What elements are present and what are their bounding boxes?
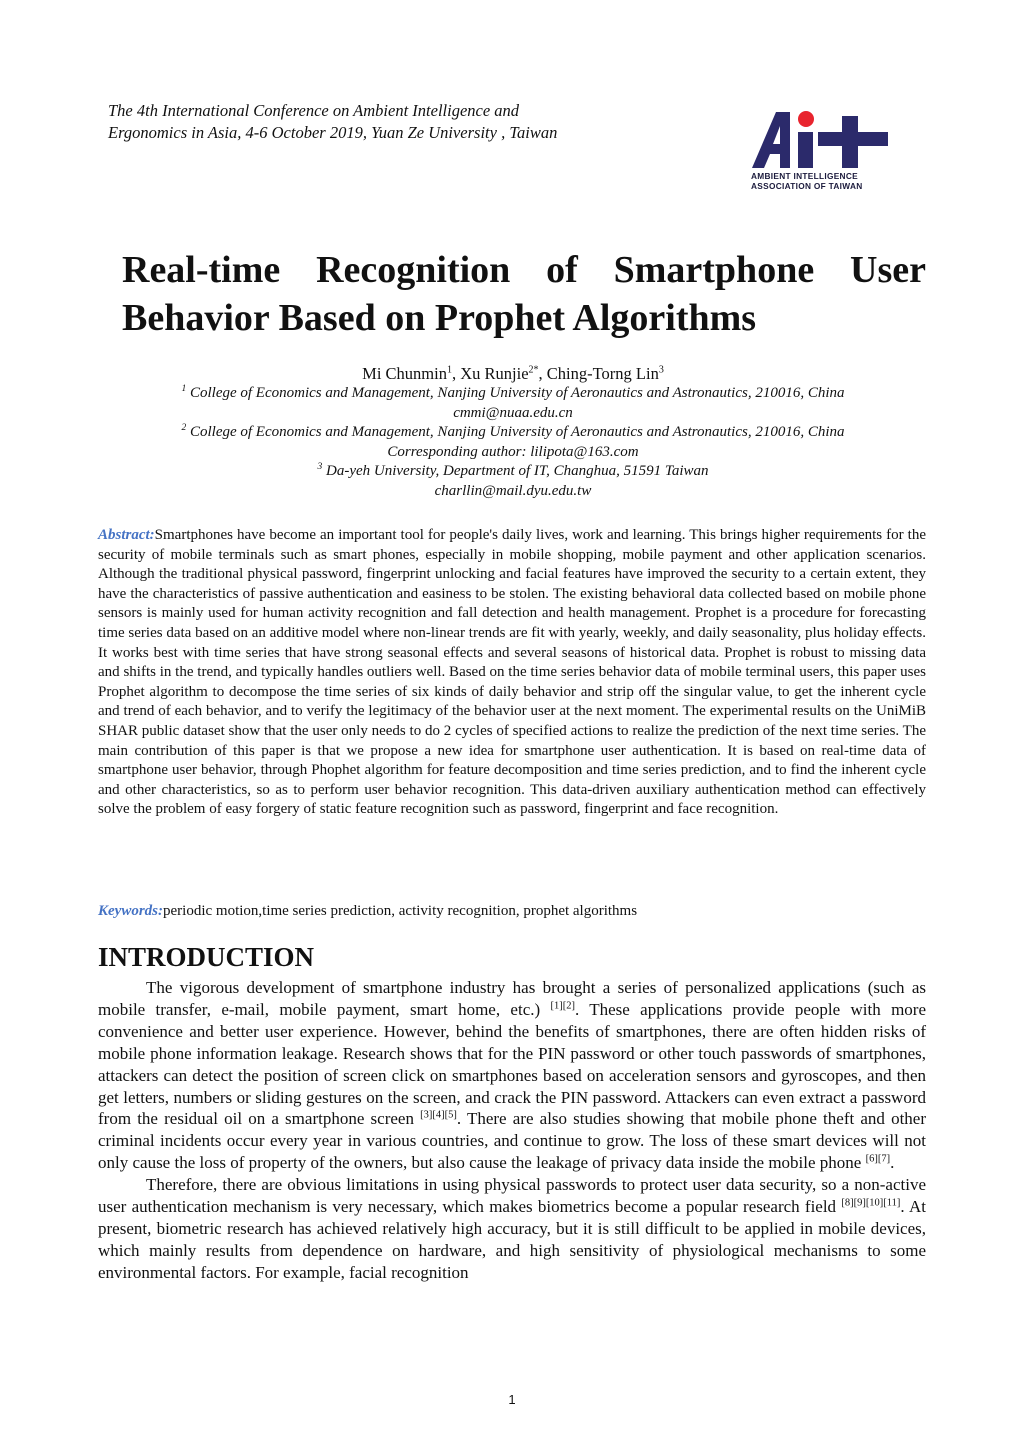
intro-p2-text-a: Therefore, there are obvious limitations in using physical passwords to protect user data security, so a non-active user authentication mechanism is very necessary, which makes biometrics become a popular research field	[98, 1175, 926, 1217]
author-1: Mi Chunmin	[362, 364, 447, 383]
author-3-sup: 3	[658, 364, 664, 376]
introduction-body	[98, 977, 926, 1284]
intro-p1-text-b: . These applications provide people with more convenience and better user experience. However, behind the benefits of smartphones, there are often hidden risks of mobile phone information leakage. Research shows that for the PIN password or other touch passwords of smartphones, attackers can detect the position of screen click on smartphones based on acceleration sensors and gyroscopes, and then get letters, numbers or sliding gestures on the screen, and crack the PIN password. Attackers can even extract a password from the residual oil on a smartphone screen	[98, 999, 927, 1129]
intro-p1-text-c: . There are also studies showing that mobile phone theft and other criminal incidents occur every year in various countries, and continue to grow. The loss of these smart devices will not only cause the loss of property of the owners, but also cause the leakage of privacy data inside the mobile phone	[98, 1109, 926, 1173]
affiliation-1	[100, 384, 926, 404]
author-block	[100, 364, 926, 501]
logo-letter-a	[752, 112, 790, 168]
author-3: Ching-Torng Lin	[546, 364, 659, 383]
affiliation-2-email: Corresponding author: lilipota@163.com	[387, 443, 639, 460]
page-number: 1	[508, 1392, 516, 1407]
introduction-heading: INTRODUCTION	[98, 942, 315, 972]
affiliation-3-sup: 3	[317, 462, 323, 472]
author-1-sup: 1	[446, 364, 452, 376]
title-line-1: Real-time Recognition of Smartphone User	[122, 249, 926, 291]
conference-line-2: Ergonomics in Asia, 4-6 October 2019, Yuan Ze University , Taiwan	[108, 123, 558, 142]
affiliation-3	[100, 462, 926, 482]
affiliation-1-email: cmmi@nuaa.edu.cn	[453, 404, 573, 421]
affiliation-2	[100, 423, 926, 443]
keywords-label: Keywords:	[98, 903, 163, 919]
abstract-label: Abstract:	[98, 527, 155, 543]
author-2-sup: 2*	[528, 364, 539, 376]
logo-caption-line-2: ASSOCIATION OF TAIWAN	[751, 180, 863, 191]
affiliation-2-text: College of Economics and Management, Nanjing University of Aeronautics and Astronautics, 210016, China	[186, 424, 845, 440]
intro-paragraph-2	[98, 1174, 926, 1284]
paper-title	[122, 246, 926, 342]
intro-p2-text-b: . At present, biometric research has achieved relatively high accuracy, but it is still difficult to be applied in mobile devices, which mainly results from dependence on hardware, and high sensitivity of physiological mechanisms to some environmental factors. For example, facial recognition	[98, 1197, 926, 1282]
keywords	[98, 901, 926, 921]
affiliation-1-sup: 1	[181, 384, 187, 394]
citation: [3][4][5]	[420, 1109, 457, 1121]
title-line-2: Behavior Based on Prophet Algorithms	[122, 297, 757, 339]
intro-p1-text-a: The vigorous development of smartphone industry has brought a series of personalized applications (such as mobile transfer, e-mail, mobile payment, smart home, etc.)	[98, 978, 926, 1019]
conference-line-1: The 4th International Conference on Ambient Intelligence and	[108, 101, 520, 120]
logo-caption-line-1: AMBIENT INTELLIGENCE	[751, 171, 858, 181]
citation: [6][7]	[865, 1153, 891, 1165]
affiliation-2-sup: 2	[181, 423, 187, 433]
intro-paragraph-1	[98, 977, 926, 1174]
author-2: Xu Runjie	[460, 364, 529, 383]
citation: [1][2]	[550, 1000, 575, 1012]
affiliation-3-text: Da-yeh University, Department of IT, Changhua, 51591 Taiwan	[322, 463, 709, 479]
intro-p1-text-d: .	[890, 1153, 895, 1173]
author-separator: ,	[451, 364, 461, 383]
citation: [8][9][10][11]	[841, 1197, 901, 1209]
conference-header	[108, 100, 708, 144]
abstract	[98, 526, 926, 820]
author-separator: ,	[538, 364, 547, 383]
keywords-text: periodic motion,time series prediction, activity recognition, prophet algorithms	[163, 903, 638, 919]
author-list	[100, 364, 926, 384]
abstract-text: Smartphones have become an important tool for people's daily lives, work and learning. This brings higher requirements for the security of mobile terminals such as smart phones, especially in mobile shopping, mobile payment and other application scenarios. Although the traditional physical password, fingerprint unlocking and facial features have improved the security to a certain extent, they have the characteristics of passive authentication and easiness to be stolen. The existing behavioral data collected based on mobile phone sensors is mainly used for human activity recognition and fall detection and health management. Prophet is a procedure for forecasting time series data based on an additive model where non-linear trends are fit with yearly, weekly, and daily seasonality, plus holiday effects. It works best with time series that have strong seasonal effects and several seasons of historical data. Prophet is robust to missing data and shifts in the trend, and typically handles outliers well. Based on the time series behavior data of mobile terminal users, this paper uses Prophet algorithm to decompose the time series of six kinds of daily behavior and strip off the singular value, to get the inherent cycle and trend of each behavior, and to verify the legitimacy of the behavior user at the next moment. The experimental results on the UniMiB SHAR public dataset show that the user only needs to do 2 cycles of specified actions to realize the prediction of the next time series. The main contribution of this paper is that we propose a new idea for smartphone user authentication. It is based on real-time data of smartphone user behavior, through Phophet algorithm for feature decomposition and time series prediction, and to find the inherent cycle and other characteristics, so as to perform user behavior recognition. This data-driven auxiliary authentication method can effectively solve the problem of easy forgery of static feature recognition such as password, fingerprint and face recognition.	[98, 527, 926, 818]
affiliation-1-text: College of Economics and Management, Nanjing University of Aeronautics and Astronautics, 210016, China	[189, 385, 845, 401]
logo-caption	[751, 172, 863, 191]
affiliation-3-email: charllin@mail.dyu.edu.tw	[434, 482, 592, 499]
